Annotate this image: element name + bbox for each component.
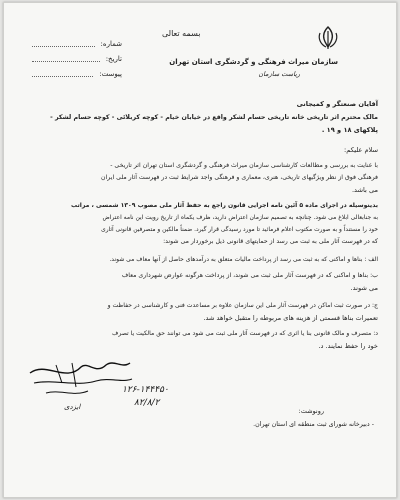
letter-page	[3, 2, 397, 498]
body-line: خود را حفظ نمایند. د.	[318, 342, 378, 350]
body-line: خود را مستنداً و به صورت مکتوب اعلام فرمائید تا مورد رسیدگی قرار گیرد. ضمناً مالکین و متصرفین قانونی آثاری	[101, 227, 378, 233]
body-line: د: متصرف و مالک قانونی بنا یا اثری که در فهرست آثار ملی ثبت می شود می توانند حق مالکیت یا تصرف	[112, 330, 378, 337]
body-line: به جنابعالی ابلاغ می شود. چنانچه به تصمیم سازمان اعتراض دارید، ظرف یکماه از تاریخ رویت این نامه اعتراض	[102, 214, 378, 221]
organization-name: سازمان میراث فرهنگی و گردشگری استان تهران	[169, 58, 338, 66]
body-line: الف : بناها و اماکنی که به ثبت می رسد از پرداخت مالیات متعلق به درآمدهای حاصل از آنها معاف می شوند.	[109, 256, 378, 263]
organization-subtitle: ریاست سازمان	[258, 70, 300, 78]
body-line: سلام علیکم:	[344, 146, 378, 154]
body-line: که در فهرست آثار ملی به ثبت می رسد از حمایتهای قانونی ذیل برخوردار می شوند:	[163, 238, 378, 245]
signature-image	[26, 353, 136, 403]
number-field	[32, 37, 95, 47]
recipient-line-3: پلاکهای ۱۸ و ۱۹ .	[321, 126, 378, 134]
body-line: می باشد.	[351, 186, 378, 194]
cc-label: رونوشت:	[298, 407, 324, 415]
signature-name: ایزدی	[64, 403, 81, 411]
body-line: ب: بناها و اماکنی که در فهرست آثار ملی ثبت می شوند، از پرداخت هرگونه عوارض شهرداری معاف	[121, 272, 378, 279]
iran-emblem-icon	[315, 25, 341, 51]
recipient-line-2: مالک محترم اثر تاریخی خانه تاریخی حسام لشکر واقع در خیابان خیام - کوچه کربلائی - کوچه حسام لشکر -	[50, 114, 378, 121]
handwritten-number: ۱۲۶-۱۴۴۴۵۰	[122, 385, 169, 395]
body-line: بدینوسیله در اجرای ماده ۵ آئین نامه اجرایی قانون راجع به حفظ آثار ملی مصوب ۱۳۰۹ شمسی ، مراتب	[71, 202, 378, 209]
recipient-line-1: آقایان صنعتگر و کمیجانی	[296, 100, 378, 108]
handwritten-date: ۸۲/۸/۲	[134, 398, 160, 408]
letter-meta	[32, 37, 122, 82]
date-field	[32, 52, 100, 62]
attachment-field	[32, 67, 93, 77]
body-line: می شوند.	[350, 284, 378, 292]
date-label: تاریخ:	[105, 55, 122, 63]
cc-line: - دبیرخانه شورای ثبت منطقه ای استان تهران.	[253, 421, 374, 428]
attachment-label: پیوست:	[99, 70, 122, 78]
body-line: تعمیرات بناها قسمتی از هزینه های مربوطه را متقبل خواهد شد.	[203, 314, 378, 322]
bismillah: بسمه تعالی	[162, 29, 201, 38]
body-line: فرهنگی فوق از نظر ویژگیهای تاریخی، هنری، معماری و فرهنگی واجد شرایط ثبت در فهرست آثار ملی ایران	[101, 174, 378, 181]
body-line: ج: در صورت ثبت اماکن در فهرست آثار ملی این سازمان علاوه بر مساعدت فنی و کارشناسی در حفاظت و	[107, 302, 378, 309]
number-label: شماره:	[100, 40, 122, 48]
body-line: با عنایت به بررسی و مطالعات کارشناسی سازمان میراث فرهنگی و گردشگری استان تهران اثر تاریخی -	[110, 162, 378, 169]
